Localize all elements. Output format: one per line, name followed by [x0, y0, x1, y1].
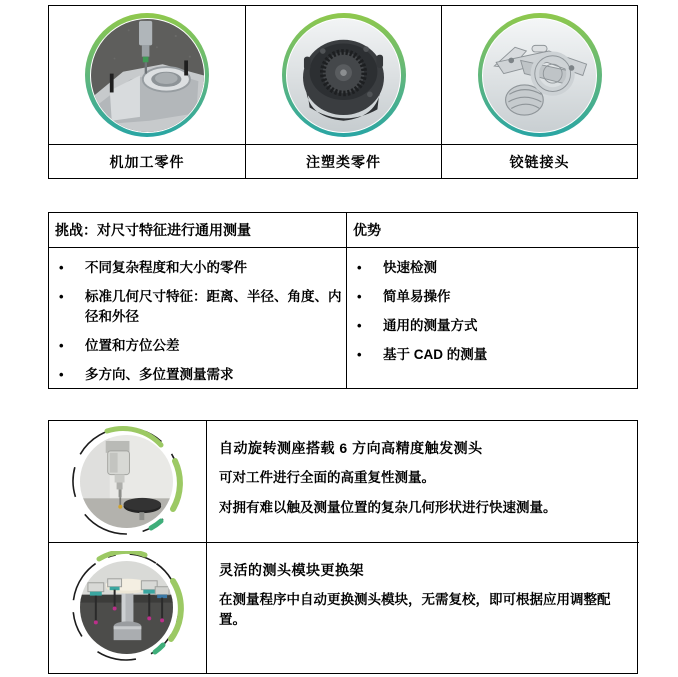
advantage-bullet-list — [355, 258, 635, 365]
challenge-advantage-table — [48, 212, 638, 389]
hinge-joint-cell — [441, 6, 637, 144]
probe-module-change-rack-photo — [69, 551, 187, 665]
feature-title: 自动旋转测座搭载 6 方向高精度触发测头 — [219, 440, 483, 456]
machined-part-photo — [90, 18, 205, 133]
bullet-icon: • — [357, 289, 362, 304]
features-table — [48, 420, 638, 674]
part-label-machined — [49, 144, 245, 178]
rotating-probe-head-photo — [69, 425, 187, 539]
machined-part-cell — [49, 6, 245, 144]
challenge-bullet-item — [57, 258, 342, 278]
advantage-bullet-item — [355, 258, 635, 278]
bullet-icon: • — [59, 289, 64, 304]
feature-image-cell-1 — [49, 421, 206, 542]
advantage-header: 优势 — [346, 213, 639, 247]
bullet-text: 标准几何尺寸特征：距离、半径、角度、内径和外径 — [85, 289, 342, 324]
feature-line: 在测量程序中自动更换测头模块，无需复校，即可根据应用调整配置。 — [219, 592, 611, 627]
part-types-table — [48, 5, 638, 179]
injection-molded-part-photo — [286, 18, 401, 133]
feature-image-cell-2 — [49, 542, 206, 673]
bullet-icon: • — [357, 347, 362, 362]
advantage-bullet-item — [355, 316, 635, 336]
advantage-bullet-item — [355, 345, 635, 365]
part-label-text: 铰链接头 — [509, 153, 570, 170]
feature-text-cell-1 — [206, 421, 639, 542]
bullet-icon: • — [59, 367, 64, 382]
feature-line: 可对工件进行全面的高重复性测量。 — [219, 470, 435, 485]
molded-part-cell — [245, 6, 441, 144]
challenge-bullet-item — [57, 287, 342, 327]
bullet-text: 多方向、多位置测量需求 — [85, 367, 234, 382]
challenge-bullet-item — [57, 336, 342, 356]
challenge-bullet-list — [57, 258, 342, 385]
bullet-text: 不同复杂程度和大小的零件 — [85, 260, 247, 275]
gradient-ring — [85, 13, 209, 137]
challenge-header: 挑战：对尺寸特征进行通用测量 — [55, 222, 251, 238]
hinge-joint-photo — [482, 18, 597, 133]
advantage-body — [346, 247, 639, 388]
module-rack-image — [80, 561, 173, 654]
part-label-text: 注塑类零件 — [306, 153, 381, 170]
probe-head-image — [80, 435, 173, 528]
bullet-icon: • — [357, 260, 362, 275]
bullet-text: 通用的测量方式 — [383, 318, 478, 333]
bullet-text: 简单易操作 — [383, 289, 451, 304]
feature-title: 灵活的测头模块更换架 — [219, 562, 364, 578]
bullet-icon: • — [59, 260, 64, 275]
challenge-body — [49, 247, 346, 388]
advantage-bullet-item — [355, 287, 635, 307]
bullet-icon: • — [357, 318, 362, 333]
challenge-bullet-item — [57, 365, 342, 385]
bullet-text: 位置和方位公差 — [85, 338, 180, 353]
gradient-ring — [478, 13, 602, 137]
feature-line: 对拥有难以触及测量位置的复杂几何形状进行快速测量。 — [219, 500, 557, 515]
feature-text-cell-2 — [206, 542, 639, 673]
bullet-text: 基于 CAD 的测量 — [383, 347, 488, 362]
bullet-text: 快速检测 — [383, 260, 437, 275]
part-label-text: 机加工零件 — [109, 153, 185, 170]
bullet-icon: • — [59, 338, 64, 353]
gradient-ring — [282, 13, 406, 137]
part-label-molded — [245, 144, 441, 178]
part-label-hinge — [441, 144, 637, 178]
